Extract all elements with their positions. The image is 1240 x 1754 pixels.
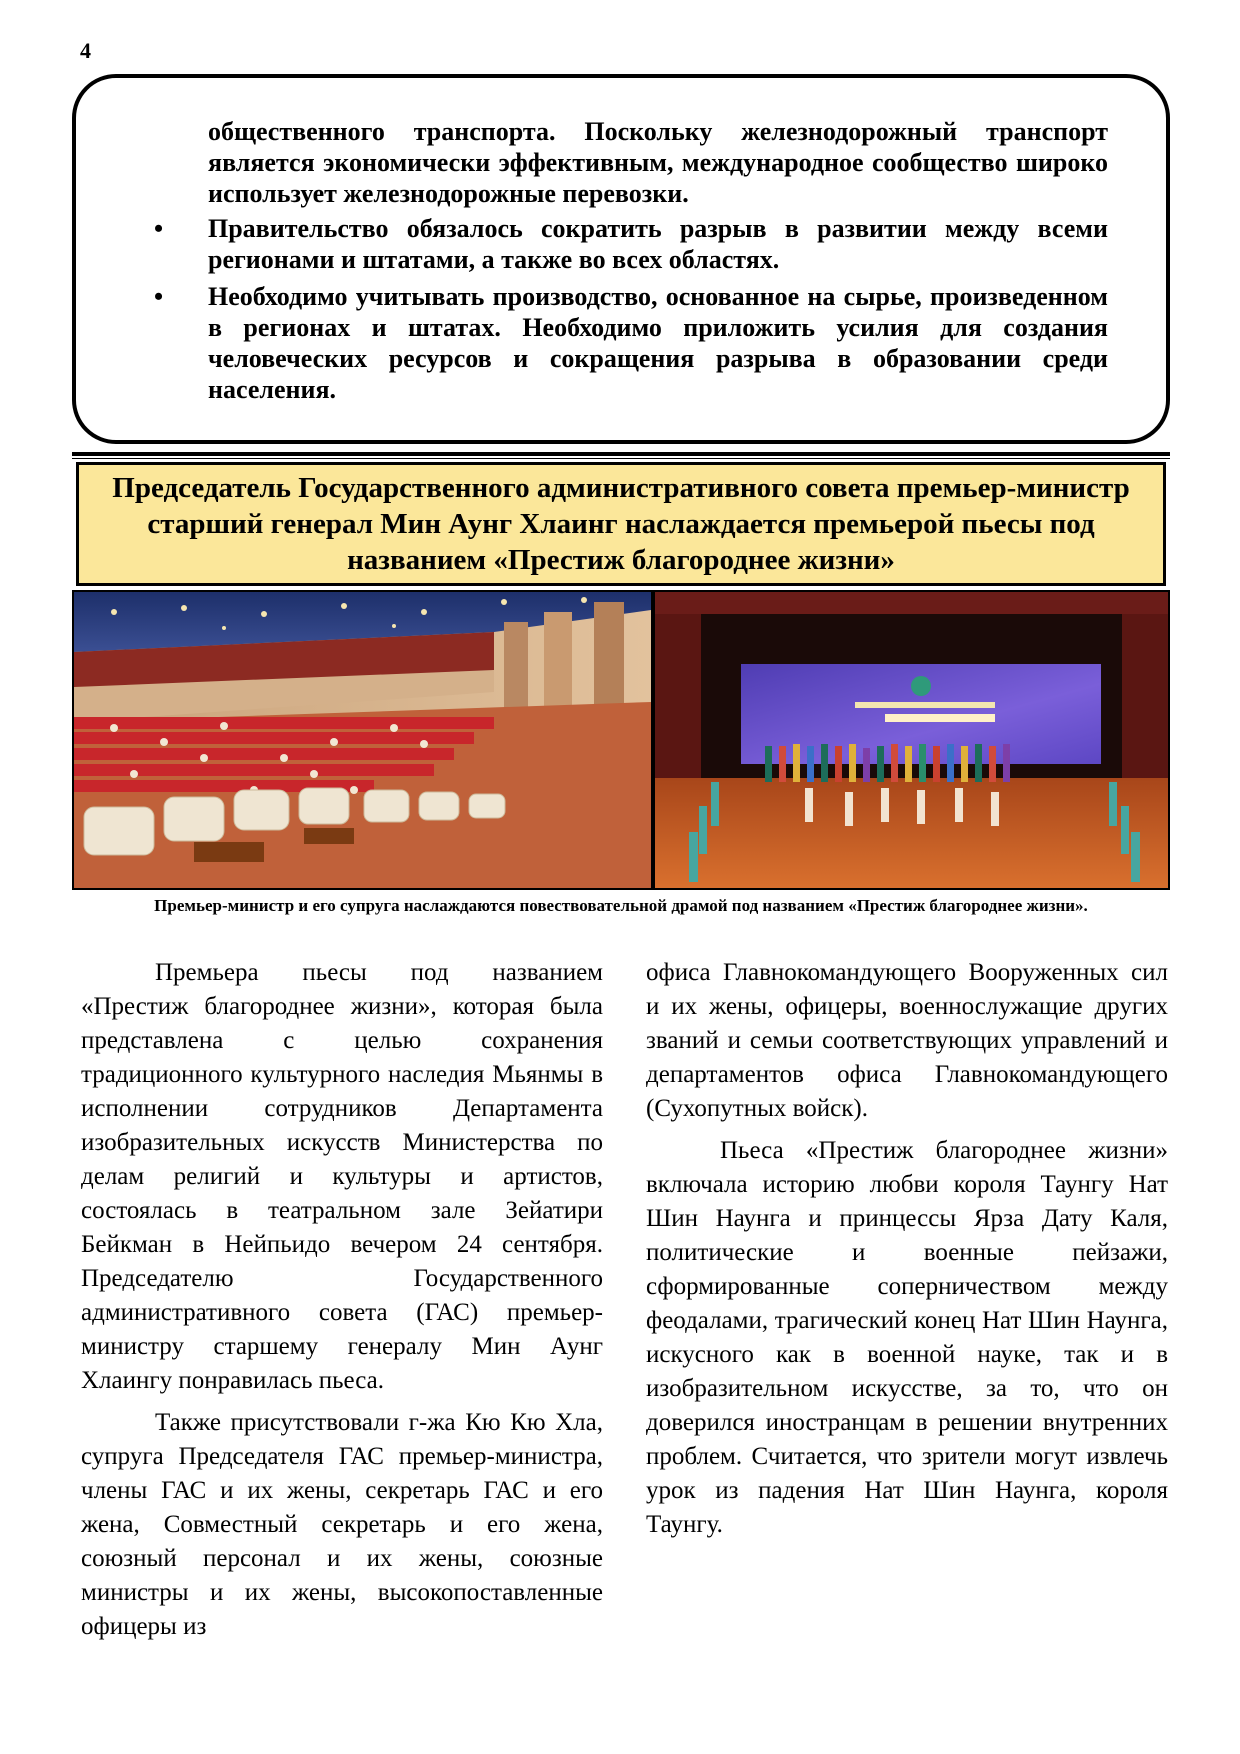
article-paragraph: Премьера пьесы под названием «Престиж благороднее жизни», которая была представлена с целью сохранения традиционного культурного наследия Мьянмы в исполнении сотрудников Департамента изобразительных искусств Министерства по делам религий и культуры и артистов, состоялась в театральном зале Зейатири Бейкман в Нейпьидо вечером 24 сентября. Председателю Государственного административного совета (ГАС) премьер-министру старшему генералу Мин Аунг Хлаингу понравилась пьеса. — [81, 959, 603, 1394]
article-column-right — [646, 956, 1168, 1550]
divider-rule-thin — [72, 458, 1170, 459]
stage-performance-photo — [655, 592, 1168, 888]
page-number: 4 — [80, 38, 91, 63]
highlight-bullet-2: • Необходимо учитывать производство, основанное на сырье, произведенном в регионах и штатах. Необходимо приложить усилия для создания человеческих ресурсов и сокращения разрыва в образовании среди населения. — [134, 281, 1108, 405]
article-column-left — [81, 956, 603, 1652]
highlights-box — [72, 74, 1170, 444]
article-headline: Председатель Государственного административного совета премьер-министр старший генерал Мин Аунг Хлаинг наслаждается премьерой пьесы под названием «Престиж благороднее жизни» — [112, 472, 1130, 576]
highlight-bullet-1: • Правительство обязалось сократить разрыв в развитии между всеми регионами и штатами, а также во всех областях. — [134, 213, 1108, 275]
theatre-hall-photo — [74, 592, 651, 888]
headline-banner — [76, 462, 1166, 586]
highlight-continuation: общественного транспорта. Поскольку железнодорожный транспорт является экономически эффективным, международное сообщество широко использует железнодорожные перевозки. — [208, 117, 1108, 208]
photo-strip — [72, 590, 1170, 890]
article-paragraph: офиса Главнокомандующего Вооруженных сил и их жены, офицеры, военнослужащие других званий и семьи соответствующих управлений и департаментов офиса Главнокомандующего (Сухопутных войск). — [646, 959, 1168, 1122]
photo-caption: Премьер-министр и его супруга наслаждаются повествовательной драмой под названием «Престиж благороднее жизни». — [154, 896, 1088, 915]
divider-rule-thick — [72, 452, 1170, 456]
article-paragraph: Также присутствовали г-жа Кю Кю Хла, супруга Председателя ГАС премьер-министра, члены ГАС и их жены, секретарь ГАС и его жена, Совместный секретарь и его жена, союзный персонал и их жены, союзные министры и их жены, высокопоставленные офицеры из — [81, 1409, 603, 1640]
article-paragraph: Пьеса «Престиж благороднее жизни» включала историю любви короля Таунгу Нат Шин Наунга и принцессы Ярза Дату Каля, политические и военные пейзажи, сформированные соперничеством между феодалами, трагический конец Нат Шин Наунга, искусного как в военной науке, так и в изобразительном искусстве, за то, что он доверился иностранцам в решении внутренних проблем. Считается, что зрители могут извлечь урок из падения Нат Шин Наунга, короля Таунгу. — [646, 1137, 1168, 1538]
